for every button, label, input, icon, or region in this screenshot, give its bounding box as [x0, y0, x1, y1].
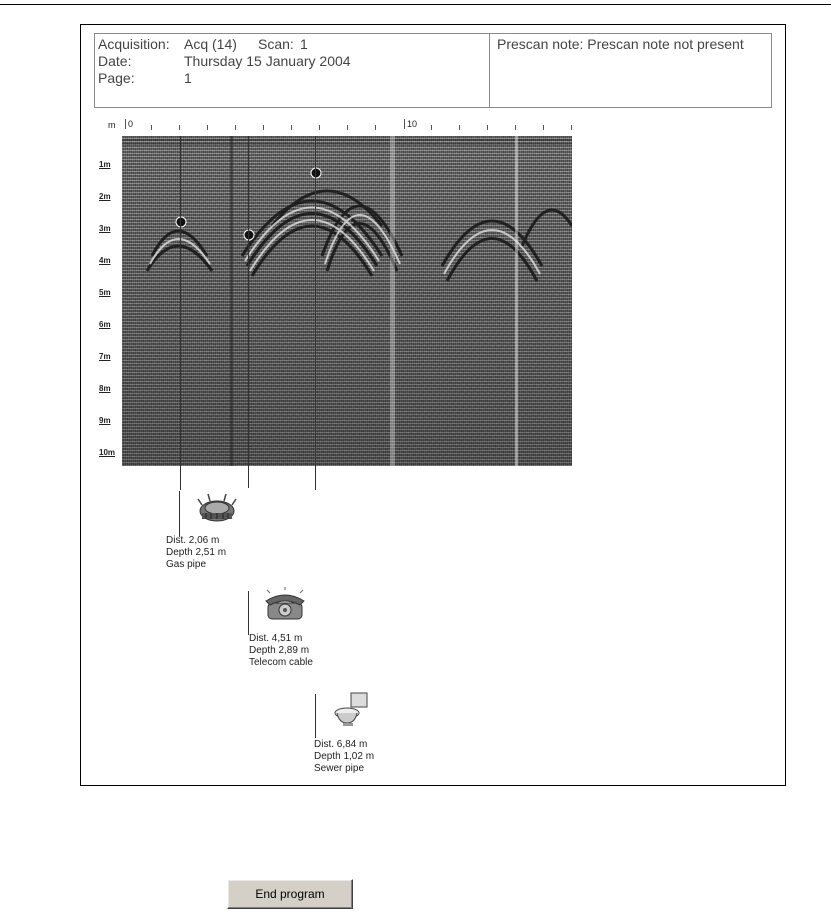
telephone-icon: [262, 587, 308, 623]
toilet-icon: [329, 691, 375, 727]
telecom-cable-name: Telecom cable: [249, 657, 313, 668]
gas-pipe-leader: [179, 491, 180, 537]
depth-label: 7m: [99, 352, 111, 361]
radargram-image: [122, 136, 572, 466]
ruler-tick: [235, 125, 236, 130]
distance-ruler: [81, 25, 787, 135]
ruler-tick: [347, 125, 348, 130]
ruler-tick: [459, 125, 460, 130]
depth-label: 9m: [99, 416, 111, 425]
prescan-note: Prescan note: Prescan note not present: [497, 36, 744, 52]
telecom-cable-details: [249, 633, 313, 669]
date-value: Thursday 15 January 2004: [184, 53, 351, 69]
ruler-tick: [179, 125, 180, 130]
depth-label: 10m: [99, 448, 116, 457]
sewer-pipe-distance: Dist. 6,84 m: [314, 739, 368, 750]
telecom-cable-distance: Dist. 4,51 m: [249, 633, 303, 644]
ruler-tick: [487, 125, 488, 130]
sewer-pipe-name: Sewer pipe: [314, 763, 365, 774]
acquisition-label: Acquisition:: [98, 36, 170, 52]
hyperbola-overlay: [122, 136, 572, 466]
depth-label: 5m: [99, 288, 111, 297]
ruler-unit: m: [108, 120, 116, 130]
end-program-button[interactable]: End program: [227, 879, 353, 909]
depth-label: 1m: [99, 160, 111, 169]
gas-pipe-depth: Depth 2,51 m: [166, 547, 227, 558]
ruler-tick: [207, 125, 208, 130]
scan-report: [80, 24, 786, 786]
ruler-tick: [515, 125, 516, 130]
ruler-tick: [571, 125, 572, 130]
acquisition-value: Acq (14): [184, 36, 237, 52]
ruler-tick: [319, 125, 320, 130]
depth-label: 8m: [99, 384, 111, 393]
gas-pipe-marker-line: [180, 136, 181, 490]
ruler-tick: [431, 125, 432, 130]
scan-label: Scan:: [258, 36, 294, 52]
telecom-cable-depth: Depth 2,89 m: [249, 645, 310, 656]
gas-pipe-icon: [194, 491, 240, 527]
telecom-cable-leader: [248, 591, 249, 635]
ruler-tick: [263, 125, 264, 130]
depth-label: 6m: [99, 320, 111, 329]
top-rule: [0, 4, 831, 5]
depth-label: 3m: [99, 224, 111, 233]
gas-pipe-details: [166, 535, 226, 571]
ruler-tick: [375, 125, 376, 130]
date-label: Date:: [98, 53, 132, 69]
gas-pipe-distance: Dist. 2,06 m: [166, 535, 220, 546]
ruler-tick: [543, 125, 544, 130]
depth-label: 2m: [99, 192, 111, 201]
page-label: Page:: [98, 70, 135, 86]
scan-value: 1: [300, 36, 308, 52]
sewer-pipe-details: [314, 739, 374, 775]
sewer-pipe-marker-line: [315, 136, 316, 490]
sewer-pipe-depth: Depth 1,02 m: [314, 751, 375, 762]
ruler-mid: 10: [404, 119, 417, 129]
depth-label: 4m: [99, 256, 111, 265]
telecom-cable-marker-line: [248, 136, 249, 488]
sewer-pipe-leader: [315, 694, 316, 738]
page-value: 1: [184, 70, 192, 86]
gas-pipe-name: Gas pipe: [166, 559, 207, 570]
ruler-start: 0: [125, 119, 133, 129]
ruler-tick: [291, 125, 292, 130]
ruler-tick: [151, 125, 152, 130]
